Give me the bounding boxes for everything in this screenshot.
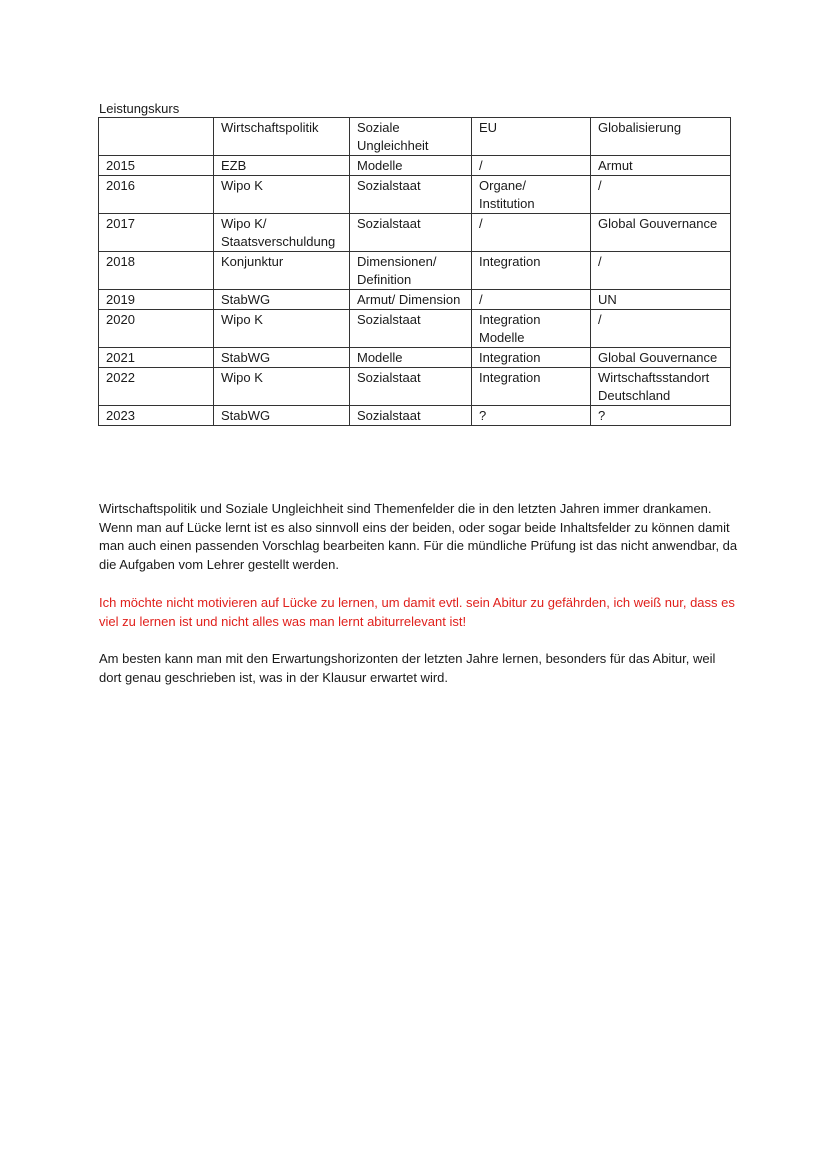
table-row (99, 176, 731, 214)
table-cell: StabWG (214, 348, 350, 368)
table-cell: Armut (591, 156, 731, 176)
table-cell: / (472, 156, 591, 176)
year-cell: 2022 (99, 368, 214, 406)
table-cell: Sozialstaat (350, 310, 472, 348)
table-cell: / (591, 252, 731, 290)
table-cell: Modelle (350, 156, 472, 176)
table-cell: / (472, 214, 591, 252)
table-cell: Sozialstaat (350, 214, 472, 252)
year-cell: 2021 (99, 348, 214, 368)
table-cell: ? (472, 406, 591, 426)
table-cell: Konjunktur (214, 252, 350, 290)
table-cell: Sozialstaat (350, 406, 472, 426)
table-cell: Wipo K (214, 368, 350, 406)
exam-topics-table (98, 117, 731, 426)
table-row (99, 406, 731, 426)
table-cell: Organe/ Institution (472, 176, 591, 214)
table-cell: / (591, 310, 731, 348)
table-row (99, 348, 731, 368)
table-cell: ? (591, 406, 731, 426)
year-cell: 2018 (99, 252, 214, 290)
table-row (99, 252, 731, 290)
table-row (99, 214, 731, 252)
year-cell: 2016 (99, 176, 214, 214)
table-cell: Global Gouvernance (591, 214, 731, 252)
study-tip-paragraph: Am besten kann man mit den Erwartungshorizonten der letzten Jahre lernen, besonders für das Abitur, weil dort genau geschrieben ist, was in der Klausur erwartet wird. (99, 651, 716, 685)
header-cell-year (99, 118, 214, 156)
header-cell-eu: EU (472, 118, 591, 156)
year-cell: 2017 (99, 214, 214, 252)
table-cell: Sozialstaat (350, 176, 472, 214)
table-cell: Dimensionen/ Definition (350, 252, 472, 290)
table-cell: Global Gouvernance (591, 348, 731, 368)
table-cell: Wirtschaftsstandort Deutschland (591, 368, 731, 406)
table-row (99, 368, 731, 406)
header-cell-soziale-ungleichheit: Soziale Ungleichheit (350, 118, 472, 156)
table-cell: Armut/ Dimension (350, 290, 472, 310)
table-row (99, 156, 731, 176)
table-row (99, 310, 731, 348)
year-cell: 2020 (99, 310, 214, 348)
table-cell: / (591, 176, 731, 214)
table-cell: Modelle (350, 348, 472, 368)
table-cell: Integration (472, 348, 591, 368)
table-cell: Wipo K (214, 310, 350, 348)
header-cell-wirtschaftspolitik: Wirtschaftspolitik (214, 118, 350, 156)
header-cell-globalisierung: Globalisierung (591, 118, 731, 156)
topics-explanation-paragraph: Wirtschaftspolitik und Soziale Ungleichheit sind Themenfelder die in den letzten Jahren immer drankamen. Wenn man auf Lücke lernt ist es also sinnvoll eins der beiden, oder sogar beide Inhaltsfelder zu können damit man auch einen passenden Vorschlag bearbeiten kann. Für die mündliche Prüfung ist das nicht anwendbar, da die Aufgaben vom Lehrer gestellt werden. (99, 501, 738, 572)
year-cell: 2023 (99, 406, 214, 426)
table-cell: UN (591, 290, 731, 310)
table-header-row (99, 118, 731, 156)
table-cell: StabWG (214, 406, 350, 426)
table-cell: EZB (214, 156, 350, 176)
course-heading: Leistungskurs (99, 101, 180, 116)
table-cell: Integration Modelle (472, 310, 591, 348)
table-cell: Wipo K/ Staatsverschuldung (214, 214, 350, 252)
table-cell: Integration (472, 368, 591, 406)
table-cell: Wipo K (214, 176, 350, 214)
table-cell: Sozialstaat (350, 368, 472, 406)
table-cell: StabWG (214, 290, 350, 310)
table-row (99, 290, 731, 310)
year-cell: 2015 (99, 156, 214, 176)
year-cell: 2019 (99, 290, 214, 310)
warning-paragraph: Ich möchte nicht motivieren auf Lücke zu lernen, um damit evtl. sein Abitur zu gefährden, ich weiß nur, dass es viel zu lernen ist und nicht alles was man lernt abiturrelevant ist! (99, 595, 735, 629)
table-cell: Integration (472, 252, 591, 290)
table-cell: / (472, 290, 591, 310)
